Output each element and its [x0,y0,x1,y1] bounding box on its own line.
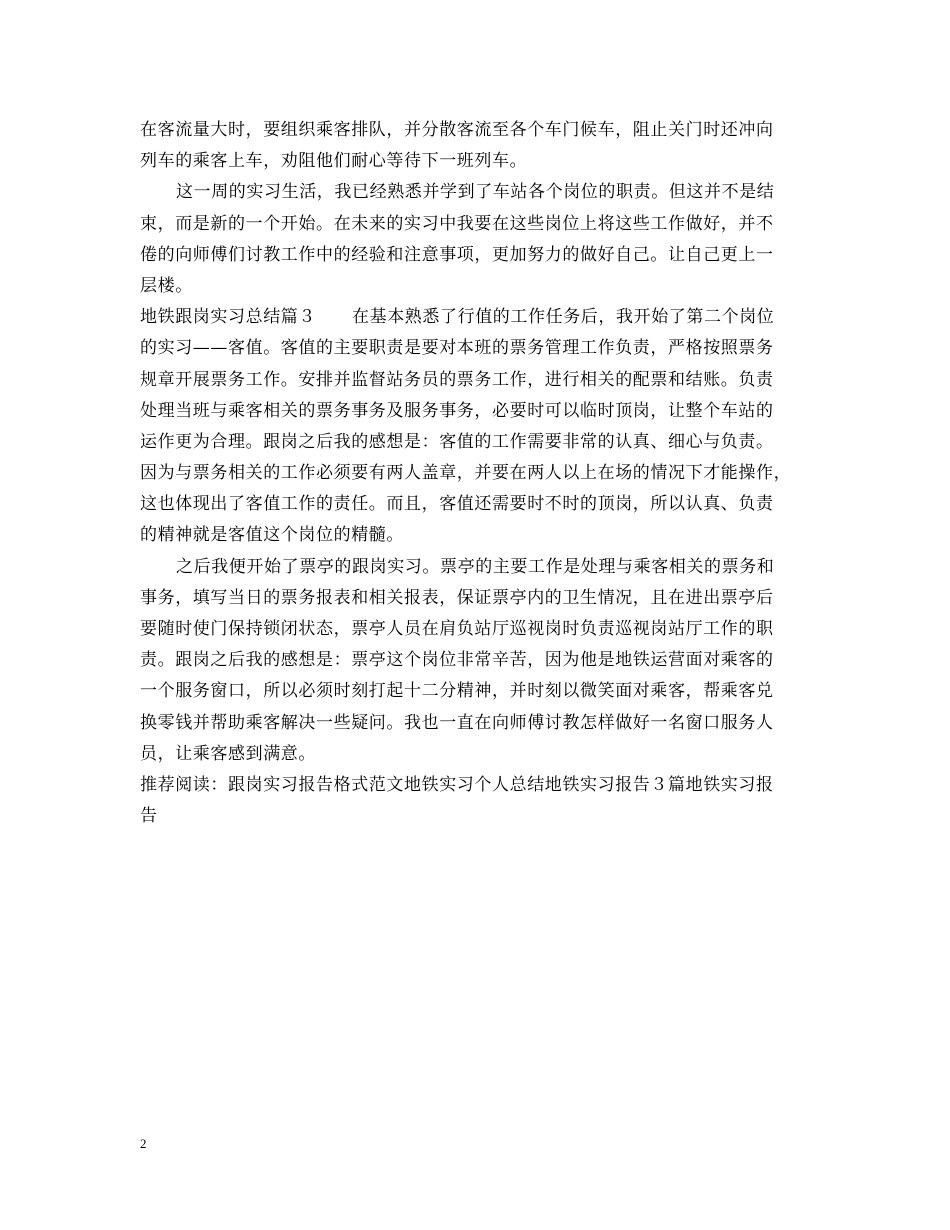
text-line: 告 [140,806,158,827]
text-line: 员，让乘客感到满意。 [140,743,316,764]
text-line: 层楼。 [140,275,193,296]
text-line: 在客流量大时，要组织乘客排队，并分散客流至各个车门候车，阻止关门时还冲向 [140,120,774,140]
text-line: 运作更为合理。跟岗之后我的感想是：客值的工作需要非常的认真、细心与负责。 [140,431,774,452]
text-line: 之后我便开始了票亭的跟岗实习。票亭的主要工作是处理与乘客相关的票务和 [176,556,775,577]
text-line: 责。跟岗之后我的感想是：票亭这个岗位非常辛苦，因为他是地铁运营面对乘客的 [140,650,774,671]
text-line: 一个服务窗口，所以必须时刻打起十二分精神，并时刻以微笑面对乘客，帮乘客兑 [140,681,774,702]
text-line: 因为与票务相关的工作必须要有两人盖章，并要在两人以上在场的情况下才能操作， [140,463,792,484]
text-line: 在基本熟悉了行值的工作任务后，我开始了第二个岗位 [352,307,775,328]
text-line: 的实习——客值。客值的主要职责是要对本班的票务管理工作负责，严格按照票务 [140,338,774,359]
text-line: 这一周的实习生活，我已经熟悉并学到了车站各个岗位的职责。但这并不是结 [176,182,775,203]
page-number: 2 [140,1136,147,1151]
recommended-reading-line: 推荐阅读：跟岗实习报告格式范文地铁实习个人总结地铁实习报告３篇地铁实习报 [140,774,774,795]
section-heading-line [140,302,815,333]
section-heading: 地铁跟岗实习总结篇３ [140,307,316,328]
text-line: 处理当班与乘客相关的票务事务及服务事务，必要时可以临时顶岗，让整个车站的 [140,400,774,421]
text-line: 的精神就是客值这个岗位的精髓。 [140,525,404,546]
document-body [140,115,815,832]
text-line: 束，而是新的一个开始。在未来的实习中我要在这些岗位上将这些工作做好，并不 [140,213,774,234]
text-line: 列车的乘客上车，劝阻他们耐心等待下一班列车。 [140,151,528,172]
text-line: 换零钱并帮助乘客解决一些疑问。我也一直在向师傅讨教怎样做好一名窗口服务人 [140,712,774,733]
text-line: 这也体现出了客值工作的责任。而且，客值还需要时不时的顶岗，所以认真、负责 [140,494,774,515]
text-line: 事务，填写当日的票务报表和相关报表，保证票亭内的卫生情况，且在进出票亭后 [140,587,774,608]
text-line: 要随时使门保持锁闭状态，票亭人员在肩负站厅巡视岗时负责巡视岗站厅工作的职 [140,619,774,639]
text-line: 规章开展票务工作。安排并监督站务员的票务工作，进行相关的配票和结账。负责 [140,369,774,390]
text-line: 倦的向师傅们讨教工作中的经验和注意事项，更加努力的做好自己。让自己更上一 [140,244,774,265]
